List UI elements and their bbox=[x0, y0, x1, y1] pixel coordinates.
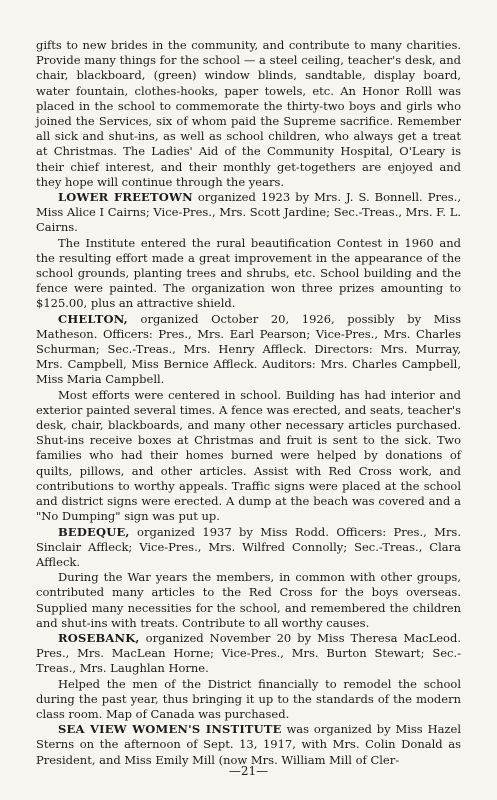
paragraph-bedeque: BEDEQUE, organized 1937 by Miss Rodd. Officers: Pres., Mrs. Sinclair Affleck; Vice-Pres., Mrs. Wilfred Connolly; Sec.-Treas., Clara Affleck. bbox=[36, 524, 461, 569]
body-text bbox=[36, 38, 461, 768]
section-heading-rosebank: ROSEBANK, bbox=[58, 630, 140, 645]
paragraph-war-years: During the War years the members, in common with other groups, contributed many articles to the Red Cross for the boys overseas. Supplied many necessities for the school, and remembered the children and shut-ins with treats. Contribute to all worthy causes. bbox=[36, 570, 461, 630]
section-heading-sea-view: SEA VIEW WOMEN'S INSTITUTE bbox=[58, 722, 282, 737]
paragraph-sea-view: SEA VIEW WOMEN'S INSTITUTE was organized by Miss Hazel Sterns on the afternoon of Sept. 13, 1917, with Mrs. Colin Donald as President, and Miss Emily Mill (now Mrs. William Mill of Cler- bbox=[36, 722, 461, 767]
section-heading-lower-freetown: LOWER FREETOWN bbox=[58, 190, 193, 205]
paragraph-chelton: CHELTON, organized October 20, 1926, possibly by Miss Matheson. Officers: Pres., Mrs. Earl Pearson; Vice-Pres., Mrs. Charles Schurman; Sec.-Treas., Mrs. Henry Affleck. Directors: Mrs. Murray, Mrs. Campbell, Miss Bernice Affleck. Auditors: Mrs. Charles Campbell, Miss Maria Campbell. bbox=[36, 311, 461, 387]
paragraph-lower-freetown: LOWER FREETOWN organized 1923 by Mrs. J. S. Bonnell. Pres., Miss Alice I Cairns; Vice-Pres., Mrs. Scott Jardine; Sec.-Treas., Mrs. F. L. Cairns. bbox=[36, 190, 461, 235]
paragraph-rosebank: ROSEBANK, organized November 20 by Miss Theresa MacLeod. Pres., Mrs. MacLean Horne; Vice-Pres., Mrs. Burton Stewart; Sec.-Treas., Mrs. Laughlan Horne. bbox=[36, 630, 461, 676]
paragraph-chelton-efforts: Most efforts were centered in school. Building has had interior and exterior painted several times. A fence was erected, and seats, teacher's desk, chair, blackboards, and many other necessary articles purchased. Shut-ins receive boxes at Christmas and fruit is sent to the sick. Two families who had their homes burned were helped by donations of quilts, pillows, and other articles. Assist with Red Cross work, and contributions to worthy appeals. Traffic signs were placed at the school and district signs were erected. A dump at the beach was covered and a "No Dumping" sign was put up. bbox=[36, 387, 461, 524]
section-heading-chelton: CHELTON, bbox=[58, 311, 128, 326]
page-number: —21— bbox=[228, 764, 269, 778]
paragraph-gifts: gifts to new brides in the community, and contribute to many charities. Provide many things for the school — a steel ceiling, teacher's desk, and chair, blackboard, (green) window blinds, sandtable, display board, water fountain, clothes-hooks, paper towels, etc. An Honor Rolll was placed in the school to commemorate the thirty-two boys and girls who joined the Services, six of whom paid the Supreme sacrifice. Remember all sick and shut-ins, as well as school children, who always get a treat at Christmas. The Ladies' Aid of the Community Hospital, O'Leary is their chief interest, and their monthly get-togethers are enjoyed and they hope will continue through the years. bbox=[36, 38, 461, 189]
paragraph-beautification: The Institute entered the rural beautification Contest in 1960 and the resulting effort made a great improvement in the appearance of the school grounds, planting trees and shrubs, etc. School building and the fence were painted. The organization won three prizes amounting to $125.00, plus an attractive shield. bbox=[36, 235, 461, 311]
section-heading-bedeque: BEDEQUE, bbox=[58, 524, 130, 539]
paragraph-remodel-school: Helped the men of the District financially to remodel the school during the past year, thus bringing it up to the standards of the modern class room. Map of Canada was purchased. bbox=[36, 676, 461, 721]
